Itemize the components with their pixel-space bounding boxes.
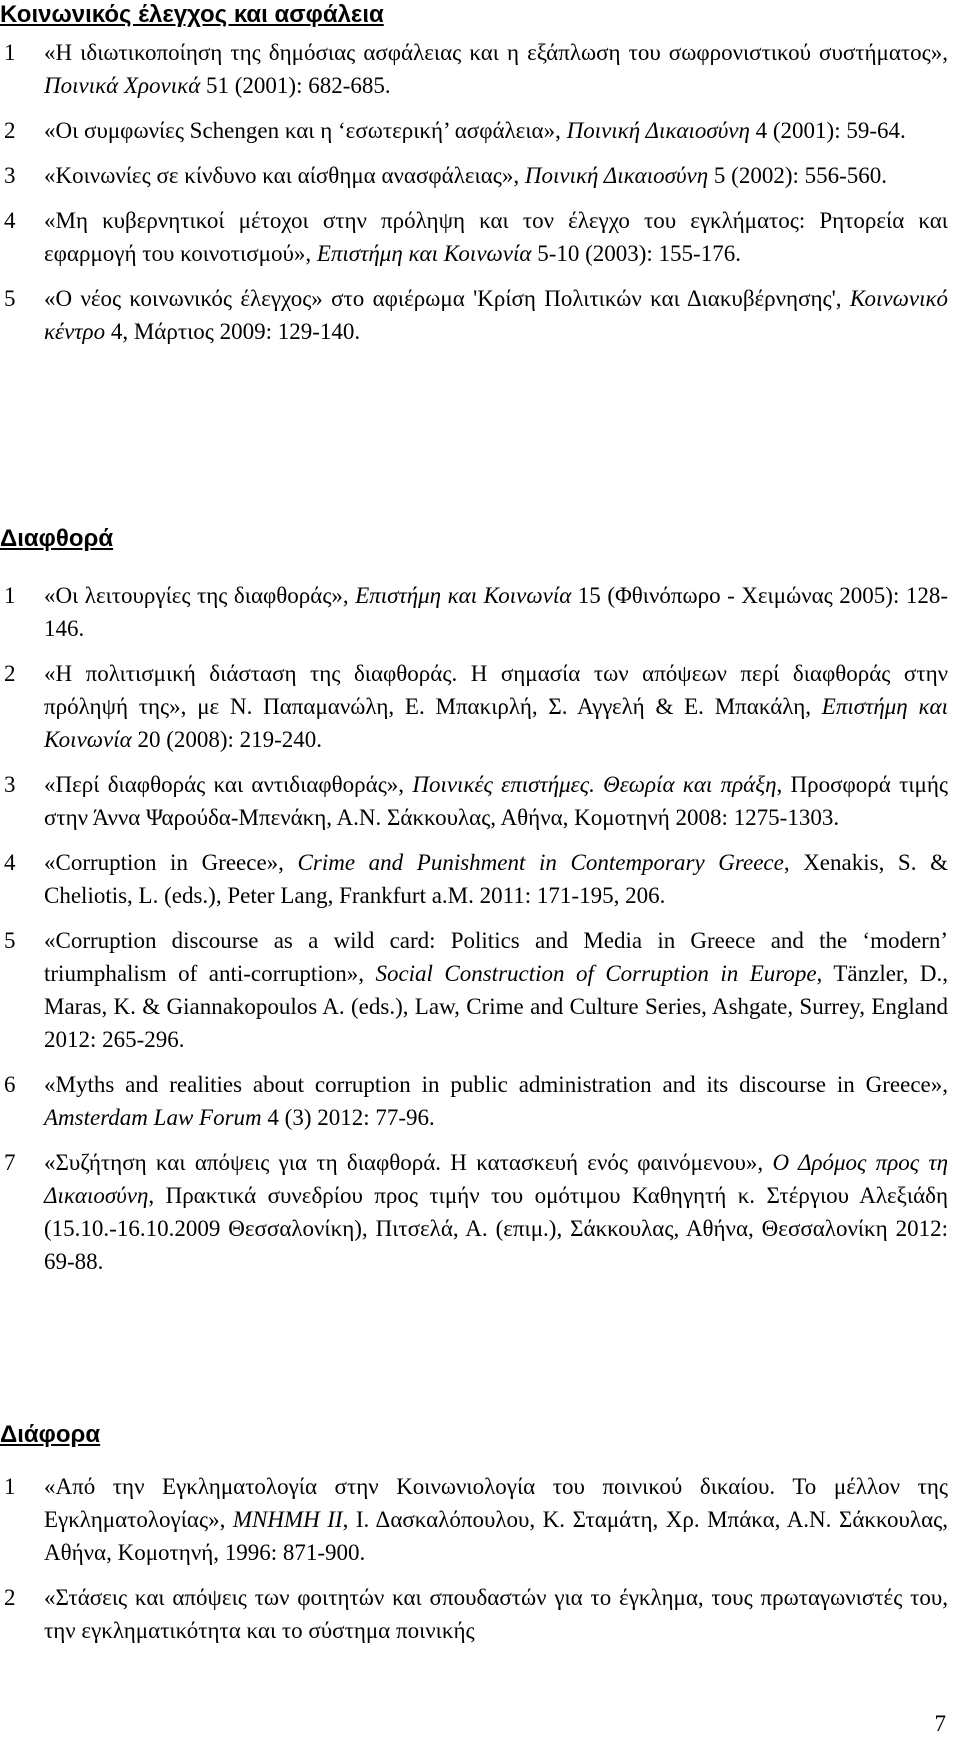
publication-list	[0, 36, 948, 348]
item-journal: Κοινωνικό κέντρο	[44, 286, 948, 344]
item-journal: Ο Δρόμος προς τη Δικαιοσύνη	[44, 1150, 948, 1208]
list-item	[0, 1068, 948, 1134]
item-number: 3	[4, 163, 16, 188]
item-number: 4	[4, 850, 16, 875]
item-journal: Amsterdam Law Forum	[44, 1105, 262, 1130]
item-text: «Συζήτηση και απόψεις για τη διαφθορά. Η κατασκευή ενός φαινόμενου»,	[44, 1150, 773, 1175]
item-text-tail: 4 (3) 2012: 77-96.	[261, 1105, 435, 1130]
section-title: Κοινωνικός έλεγχος και ασφάλεια	[0, 1, 384, 28]
section-social-control	[0, 0, 948, 360]
section-title: Διαφθορά	[0, 525, 114, 552]
item-number: 5	[4, 928, 16, 953]
item-journal: Crime and Punishment in Contemporary Greece	[297, 850, 784, 875]
item-number: 1	[4, 583, 16, 608]
item-number: 2	[4, 1585, 16, 1610]
item-text-tail: 4, Μάρτιος 2009: 129-140.	[105, 319, 361, 344]
item-number: 2	[4, 118, 16, 143]
item-text-tail: 5-10 (2003): 155-176.	[531, 241, 741, 266]
page-number: 7	[934, 1711, 946, 1736]
item-text: «Corruption in Greece»,	[44, 850, 298, 875]
list-item	[0, 1581, 948, 1647]
item-journal: Επιστήμη και Κοινωνία	[316, 241, 532, 266]
item-text-tail: 51 (2001): 682-685.	[200, 73, 391, 98]
list-item	[0, 924, 948, 1056]
item-text: «Οι λειτουργίες της διαφθοράς»,	[44, 583, 356, 608]
item-journal: Ποινικά Χρονικά	[44, 73, 201, 98]
section-title: Διάφορα	[0, 1421, 101, 1448]
item-journal: Επιστήμη και Κοινωνία	[44, 694, 948, 752]
list-item	[0, 1470, 948, 1569]
item-text-tail: , Xenakis, S. & Cheliotis, L. (eds.), Peter Lang, Frankfurt a.M. 2011: 171-195, 206.	[44, 850, 948, 908]
item-number: 1	[4, 1474, 16, 1499]
list-item	[0, 657, 948, 756]
item-journal: Επιστήμη και Κοινωνία	[355, 583, 572, 608]
item-number: 1	[4, 40, 16, 65]
item-journal: Ποινικές επιστήμες. Θεωρία και πράξη	[412, 772, 777, 797]
list-item	[0, 204, 948, 270]
item-number: 6	[4, 1072, 16, 1097]
item-text: «Στάσεις και απόψεις των φοιτητών και σπουδαστών για το έγκλημα, τους πρωταγωνιστές του, την εγκληματικότητα και το σύστημα ποινικής	[44, 1585, 948, 1643]
item-text: «Περί διαφθοράς και αντιδιαφθοράς»,	[44, 772, 413, 797]
item-text-tail: 15 (Φθινόπωρο - Χειμώνας 2005): 128-146.	[44, 583, 948, 641]
list-item	[0, 768, 948, 834]
item-text: «Myths and realities about corruption in public administration and its discourse in Greece»,	[44, 1072, 948, 1097]
publication-list	[0, 1470, 948, 1647]
list-item	[0, 1146, 948, 1278]
item-text: «Από την Εγκληματολογία στην Κοινωνιολογία του ποινικού δικαίου. Το μέλλον της Εγκληματολογίας»,	[44, 1474, 948, 1532]
item-text-tail: , Ι. Δασκαλόπουλου, Κ. Σταμάτη, Χρ. Μπάκα, Α.Ν. Σάκκουλας, Αθήνα, Κομοτηνή, 1996: 871-900.	[44, 1507, 949, 1565]
item-text: «Η ιδιωτικοποίηση της δημόσιας ασφάλειας και η εξάπλωση του σωφρονιστικού συστήματος»,	[44, 40, 948, 65]
item-journal: ΜΝΗΜΗ ΙΙ	[232, 1507, 343, 1532]
list-item	[0, 114, 948, 147]
section-miscellaneous	[0, 1420, 948, 1659]
item-text-tail: 5 (2002): 556-560.	[708, 163, 888, 188]
item-journal: Ποινική Δικαιοσύνη	[524, 163, 709, 188]
item-text-tail: 20 (2008): 219-240.	[131, 727, 323, 752]
list-item	[0, 36, 948, 102]
item-text: «Η πολιτισμική διάσταση της διαφθοράς. Η σημασία των απόψεων περί διαφθοράς στην πρόληψή της», με Ν. Παπαμανώλη, Ε. Μπακιρλή, Σ. Αγγελή & Ε. Μπακάλη,	[44, 661, 948, 719]
item-text-tail: , Προσφορά τιμής στην Άννα Ψαρούδα-Μπενάκη, Α.Ν. Σάκκουλας, Αθήνα, Κομοτηνή 2008: 1275-1303.	[44, 772, 948, 830]
item-text-tail: Tänzler, D., Maras, K. & Giannakopoulos A. (eds.), Law, Crime and Culture Series, Ashgate, Surrey, England 2012: 265-296.	[44, 961, 948, 1052]
item-text: «Οι συμφωνίες Schengen και η ‘εσωτερική’ ασφάλεια»,	[44, 118, 567, 143]
item-number: 4	[4, 208, 16, 233]
item-text: «Corruption discourse as a wild card: Politics and Media in Greece and the ‘modern’ triumphalism of anti-corruption»,	[44, 928, 948, 986]
publication-list	[0, 579, 948, 1278]
list-item	[0, 282, 948, 348]
list-item	[0, 159, 948, 192]
section-corruption	[0, 524, 948, 1290]
item-number: 3	[4, 772, 16, 797]
item-text-tail: 4 (2001): 59-64.	[749, 118, 906, 143]
item-text-tail: , Πρακτικά συνεδρίου προς τιμήν του ομότιμου Καθηγητή κ. Στέργιου Αλεξιάδη (15.10.-16.10.2009 Θεσσαλονίκη), Πιτσελά, Α. (επιμ.), Σάκκουλας, Αθήνα, Θεσσαλονίκη 2012: 69-88.	[44, 1183, 948, 1274]
item-number: 2	[4, 661, 16, 686]
item-text: «Μη κυβερνητικοί μέτοχοι στην πρόληψη και τον έλεγχο του εγκλήματος: Ρητορεία και εφαρμογή του κοινοτισμού»,	[44, 208, 948, 266]
list-item	[0, 846, 948, 912]
list-item	[0, 579, 948, 645]
item-number: 7	[4, 1150, 16, 1175]
item-number: 5	[4, 286, 16, 311]
item-journal: Ποινική Δικαιοσύνη	[566, 118, 750, 143]
item-text: «Ο νέος κοινωνικός έλεγχος» στο αφιέρωμα 'Κρίση Πολιτικών και Διακυβέρνησης',	[44, 286, 850, 311]
item-journal: Social Construction of Corruption in Europe,	[375, 961, 823, 986]
item-text: «Κοινωνίες σε κίνδυνο και αίσθημα ανασφάλειας»,	[44, 163, 525, 188]
